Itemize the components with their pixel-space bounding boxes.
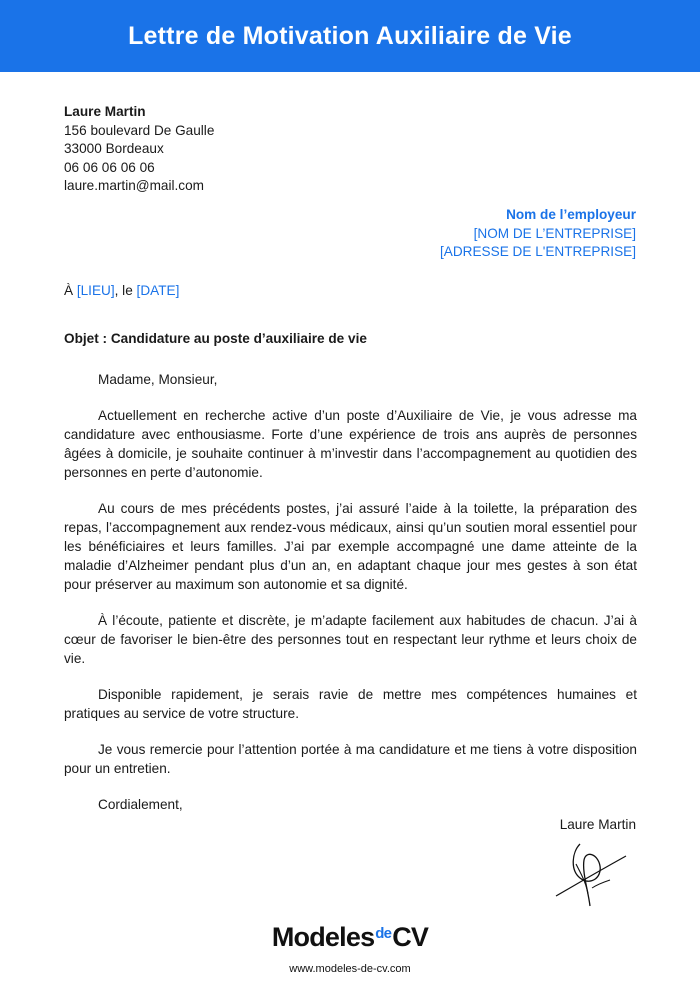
signature-name: Laure Martin — [559, 817, 636, 832]
date-placeholder: [DATE] — [136, 283, 180, 298]
employer-address: [ADRESSE DE L'ENTREPRISE] — [440, 244, 636, 260]
place-date-line — [64, 282, 179, 300]
letter-subject: Objet : Candidature au poste d’auxiliaire de vie — [64, 331, 367, 346]
employer-name: Nom de l’employeur — [506, 207, 636, 222]
body-paragraph: Je vous remercie pour l’attention portée à ma candidature et me tiens à votre disposition pour un entretien. — [64, 742, 637, 776]
closing: Cordialement, — [98, 797, 183, 812]
place-prefix: À — [64, 283, 77, 298]
website-url[interactable]: www.modeles-de-cv.com — [289, 963, 411, 975]
employer-block — [440, 206, 636, 262]
sender-city: 33000 Bordeaux — [64, 141, 164, 157]
header-banner — [0, 0, 700, 72]
employer-company: [NOM DE L’ENTREPRISE] — [473, 225, 636, 241]
body-paragraph: Disponible rapidement, je serais ravie de mettre mes compétences humaines et pratiques au service de votre structure. — [64, 687, 637, 721]
body-paragraph: Au cours de mes précédents postes, j’ai assuré l’aide à la toilette, la préparation des repas, l’accompagnement aux rendez-vous médicaux, ainsi qu’un soutien moral essentiel pour les bénéficiaires et leurs familles. J’ai par exemple accompagné une dame atteinte de la maladie d’Alzheimer pendant plus d’un an, en adaptant chaque jour mes gestes à son état pour préserver au maximum son autonomie et sa dignité. — [64, 501, 637, 592]
sender-block — [64, 103, 214, 196]
logo-text-de: de — [375, 925, 392, 942]
letter-body — [64, 370, 637, 831]
logo-text-cv: CV — [392, 922, 429, 952]
modeles-de-cv-logo — [0, 922, 700, 953]
salutation: Madame, Monsieur, — [98, 372, 218, 387]
page-title: Lettre de Motivation Auxiliaire de Vie — [128, 21, 572, 50]
sender-phone: 06 06 06 06 06 — [64, 159, 155, 175]
sender-email: laure.martin@mail.com — [64, 178, 204, 194]
sender-address: 156 boulevard De Gaulle — [64, 122, 215, 138]
sender-name: Laure Martin — [64, 104, 146, 119]
place-placeholder: [LIEU] — [76, 283, 115, 298]
logo-text-modeles: Modeles — [271, 922, 375, 952]
body-paragraph: À l’écoute, patiente et discrète, je m’adapte facilement aux habitudes de chacun. J’ai à cœur de favoriser le bien-être des personnes tout en respectant leur rythme et leurs choix de vie. — [64, 613, 637, 666]
date-connector: , le — [114, 283, 137, 298]
handwritten-signature — [550, 838, 632, 910]
body-paragraph: Actuellement en recherche active d’un poste d’Auxiliaire de Vie, je vous adresse ma candidature avec enthousiasme. Forte d’une expérience de trois ans auprès de personnes âgées à domicile, je souhaite continuer à m’investir dans l’accompagnement au quotidien des personnes en perte d’autonomie. — [64, 408, 637, 480]
